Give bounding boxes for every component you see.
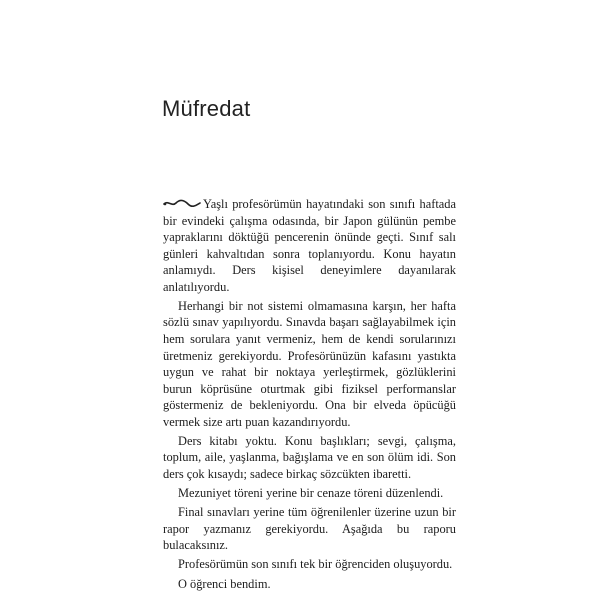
paragraph-1 [163,196,456,295]
paragraph-2: Herhangi bir not sistemi olmamasına karşın, her hafta sözlü sınav yapılıyordu. Sınavda başarı sağlayabilmek için hem sorulara yanıt vermeniz, hem de kendi sorularınızı üretmeniz gerekiyordu. Profesörünüzün kafasını yastıkta uygun ve rahat bir noktaya yerleştirmek, gözlüklerini burun köprüsüne oturtmak gibi fiziksel performanslar göstermeniz de bekleniyordu. Ona bir elveda öpücüğü vermek size artı puan kazandırıyordu. [163,298,456,429]
chapter-body [163,196,456,595]
paragraph-text: Yaşlı profesörümün hayatındaki son sınıfı haftada bir evindeki çalışma odasında, bir Japon gülünün pembe yapraklarını döktüğü pencerenin önünde geçti. Sınıf salı günleri kahvaltıdan sonra toplanıyordu. Konu hayatın anlamıydı. Ders kişisel deneyimlere dayanılarak anlatılıyordu. [163,197,456,294]
paragraph-7: O öğrenci bendim. [178,576,271,591]
paragraph-6: Profesörümün son sınıfı tek bir öğrenciden oluşuyordu. [178,557,453,572]
chapter-title: Müfredat [162,96,251,121]
swash-ornament-icon [163,199,201,208]
paragraph-5: Final sınavları yerine tüm öğrenilenler üzerine uzun bir rapor yazmanız gerekiyordu. Aşağıda bu raporu bulacaksınız. [163,505,456,553]
paragraph-4: Mezuniyet töreni yerine bir cenaze töreni düzenlendi. [178,486,444,501]
paragraph-3: Ders kitabı yoktu. Konu başlıkları; sevgi, çalışma, toplum, aile, yaşlanma, bağışlama ve en son ölüm idi. Son ders çok kısaydı; sadece birkaç sözcükten ibaretti. [163,433,456,481]
